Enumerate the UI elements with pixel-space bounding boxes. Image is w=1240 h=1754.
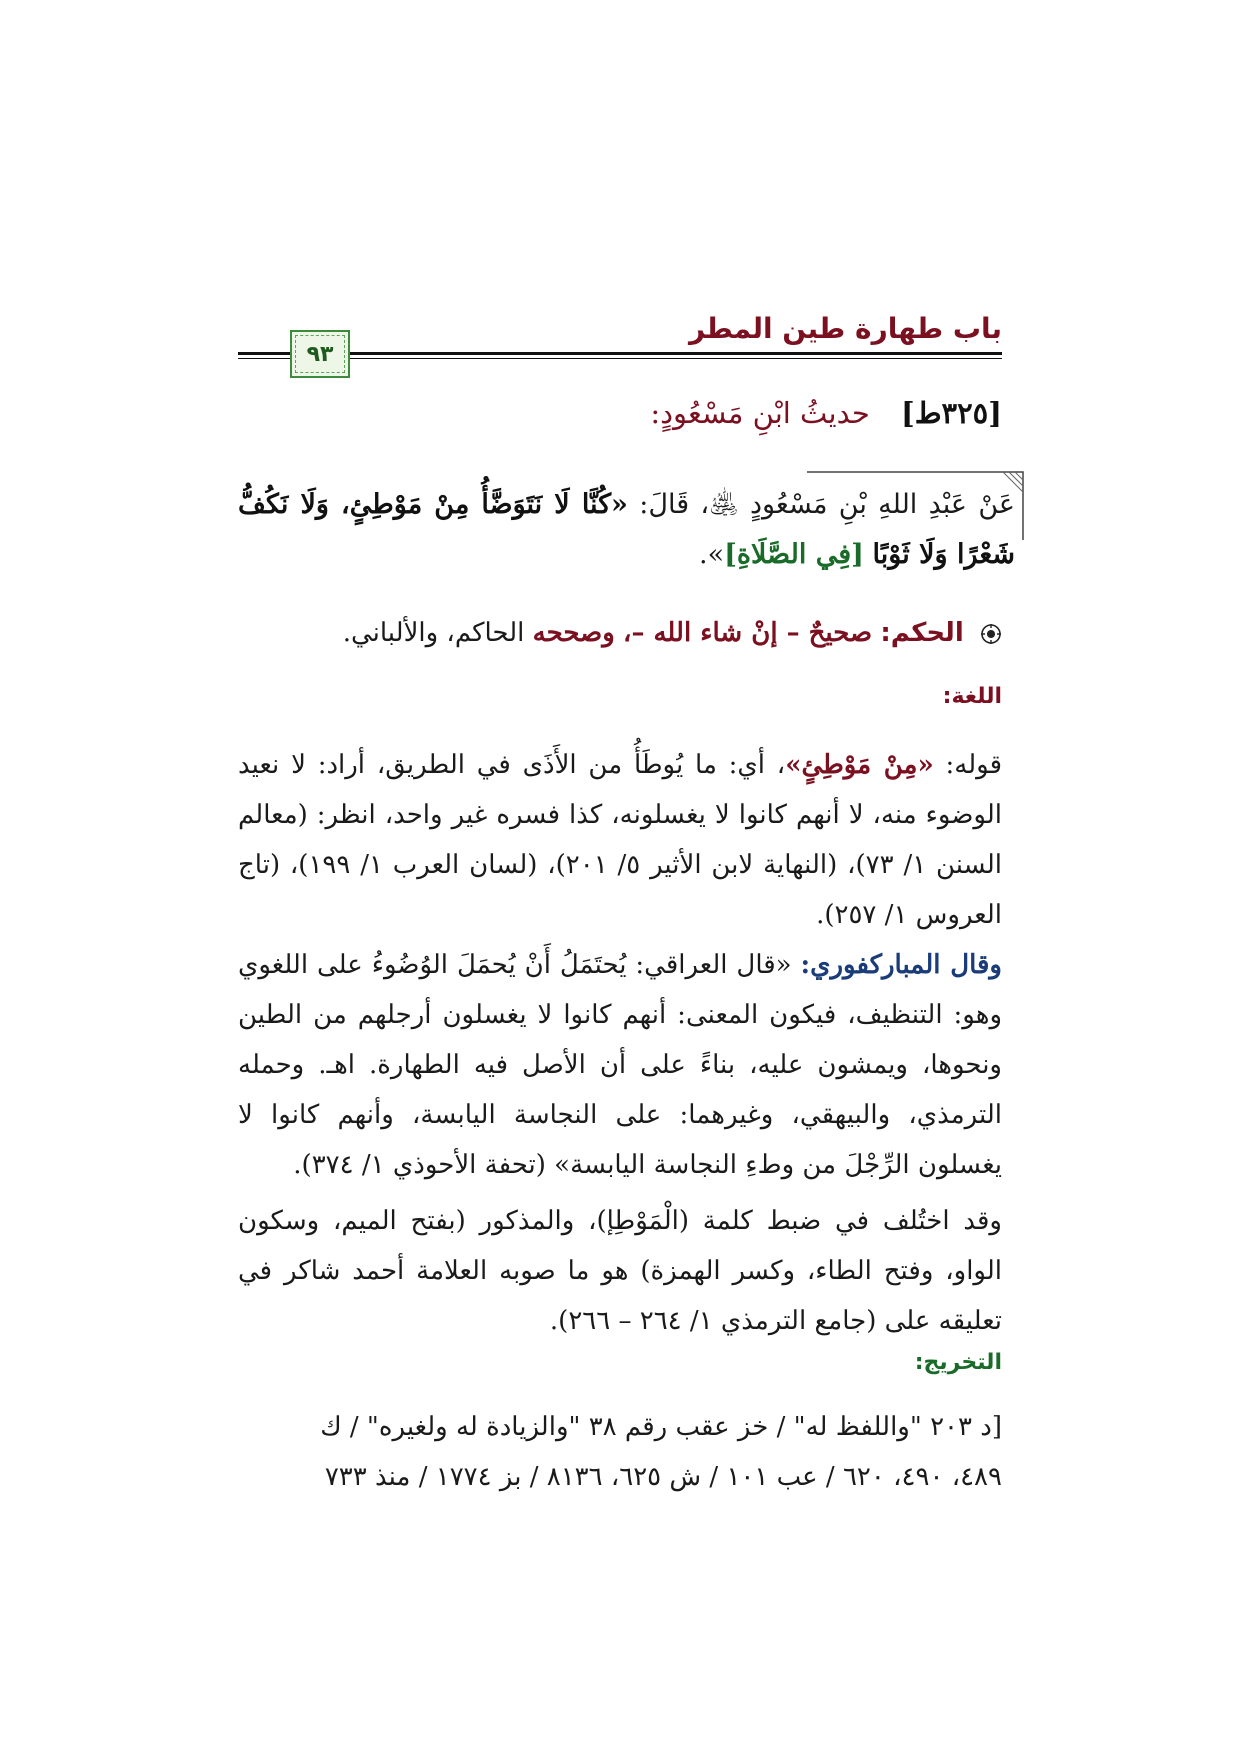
header-rule-top [238, 352, 1002, 355]
takhrij-text [238, 1402, 1002, 1502]
ruling-line [238, 618, 1002, 648]
language-paragraph-2 [238, 940, 1002, 1190]
takhrij-line-2: ٤٨٩، ٤٩٠، ٦٢٠ / عب ١٠١ / ش ٦٢٥، ٨١٣٦ / بز ١٧٧٤ / منذ ٧٣٣ [324, 1462, 1002, 1492]
hadith-addition: [فِي الصَّلَاةِ] [724, 539, 864, 570]
hadith-heading [650, 396, 1002, 430]
ruling-rest: الحاكم، والألباني. [342, 618, 525, 648]
page-number-badge [290, 330, 350, 378]
ruling-authenticated: وصححه [532, 618, 615, 648]
p2-rest: «قال العراقي: يُحتَمَلُ أَنْ يُحمَلَ الوُضُوءُ على اللغوي وهو: التنظيف، فيكون المعنى: أنهم كانوا لا يغسلون أرجلهم من الطين ونحوها، ويمشون عليه، بناءً على أن الأصل فيه الطهارة. اهـ. وحمله الترمذي، والبيهقي، وغيرهما: على النجاسة اليابسة، وأنهم كانوا لا يغسلون الرِّجْلَ من وطءِ النجاسة اليابسة» (تحفة الأحوذي ١/ ٣٧٤). [238, 950, 1002, 1180]
hadith-box [238, 480, 1015, 592]
ruling-label: الحكم: [880, 618, 964, 648]
ornament-icon [980, 623, 1002, 645]
language-paragraph-1 [238, 740, 1002, 940]
p1-keyword: «مِنْ مَوْطِئٍ» [785, 750, 934, 780]
page-number: ٩٣ [306, 341, 334, 367]
p2-keyword: وقال المباركفوري: [800, 950, 1002, 980]
header-rule-bottom [238, 358, 1002, 359]
chapter-title: باب طهارة طين المطر [688, 312, 1002, 345]
hadith-end: ». [699, 539, 725, 570]
language-label: اللغة: [942, 684, 1002, 709]
hadith-title: حديثُ ابْنِ مَسْعُودٍ: [650, 396, 870, 430]
p1-rest: ، أي: ما يُوطَأُ من الأَذَى في الطريق، أراد: لا نعيد الوضوء منه، لا أنهم كانوا لا يغسلونه، كذا فسره غير واحد، انظر: (معالم السنن ١/ ٧٣)، (النهاية لابن الأثير ٥/ ٢٠١)، (لسان العرب ١/ ١٩٩)، (تاج العروس ١/ ٢٥٧). [238, 750, 1002, 930]
ruling-grade: صحيحٌ – إنْ شاء الله –، [623, 618, 873, 648]
hadith-number: [٣٢٥ط] [900, 396, 1002, 430]
language-paragraph-3: وقد اختُلف في ضبط كلمة (الْمَوْطِإ)، والمذكور (بفتح الميم، وسكون الواو، وفتح الطاء، وكسر الهمزة) هو ما صوبه العلامة أحمد شاكر في تعليقه على (جامع الترمذي ١/ ٢٦٤ – ٢٦٦). [238, 1206, 1002, 1336]
takhrij-label: التخريج: [914, 1350, 1002, 1375]
takhrij-line-1: [د ٢٠٣ "واللفظ له" / خز عقب رقم ٣٨ "والزيادة له ولغيره" / ك [320, 1412, 1002, 1442]
p1-intro: قوله: [945, 750, 1002, 780]
hadith-text [238, 480, 1015, 580]
hadith-body: «كُنَّا لَا نَتَوَضَّأُ مِنْ مَوْطِئٍ، وَلَا نَكُفُّ شَعْرًا وَلَا ثَوْبًا [238, 489, 1015, 570]
hadith-narrator: عَنْ عَبْدِ اللهِ بْنِ مَسْعُودٍ ﵁، قَالَ: [639, 489, 1015, 520]
